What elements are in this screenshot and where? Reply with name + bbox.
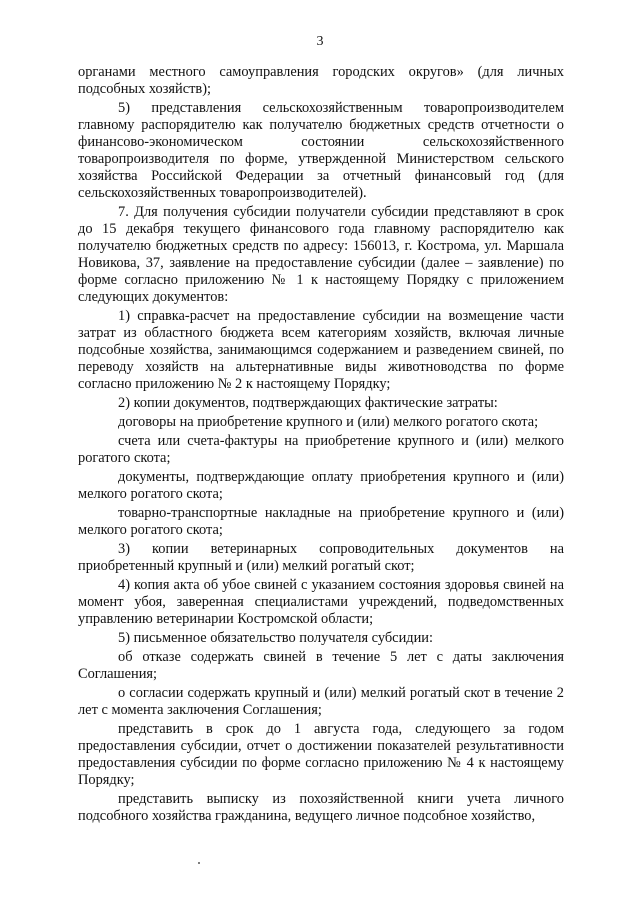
paragraph: документы, подтверждающие оплату приобретения крупного и (или) мелкого рогатого скота;: [78, 469, 564, 502]
paragraph: 2) копии документов, подтверждающих фактические затраты:: [118, 395, 498, 411]
document-body: [78, 64, 564, 827]
paragraph: 5) письменное обязательство получателя субсидии:: [118, 630, 433, 646]
paragraph: 7. Для получения субсидии получатели субсидии представляют в срок до 15 декабря текущего финансового года главному распорядителю как получателю бюджетных средств по адресу: 156013, г. Кострома, ул. Маршала Новикова, 37, заявление на предоставление субсидии (далее – заявление) по форме согласно приложению № 1 к настоящему Порядку с приложением следующих документов:: [78, 204, 564, 305]
paragraph: представить в срок до 1 августа года, следующего за годом предоставления субсидии, отчет о достижении показателей результативности предоставления субсидии по форме согласно приложению № 4 к настоящему Порядку;: [78, 721, 564, 788]
paragraph: 1) справка-расчет на предоставление субсидии на возмещение части затрат из областного бюджета всем категориям хозяйств, включая личные подсобные хозяйства, занимающимся содержанием и разведением свиней, по переводу хозяйств на альтернативные виды животноводства по форме согласно приложению № 2 к настоящему Порядку;: [78, 308, 564, 392]
paragraph: 4) копия акта об убое свиней с указанием состояния здоровья свиней на момент убоя, заверенная специалистами учреждений, подведомственных управлению ветеринарии Костромской области;: [78, 577, 564, 627]
paragraph: 3) копии ветеринарных сопроводительных документов на приобретенный крупный и (или) мелкий рогатый скот;: [78, 541, 564, 574]
paragraph: 5) представления сельскохозяйственным товаропроизводителем главному распорядителю как получателю бюджетных средств отчетности о финансово-экономическом состоянии сельскохозяйственного товаропроизводителя по форме, утвержденной Министерством сельского хозяйства Российской Федерации за отчетный финансовый год (для сельскохозяйственных товаропроизводителей).: [78, 100, 564, 201]
paragraph: об отказе содержать свиней в течение 5 лет с даты заключения Соглашения;: [78, 649, 564, 682]
paragraph: договоры на приобретение крупного и (или) мелкого рогатого скота;: [118, 414, 539, 430]
paragraph: представить выписку из похозяйственной книги учета личного подсобного хозяйства гражданина, ведущего личное подсобное хозяйство,: [78, 791, 564, 824]
scan-speck: [198, 862, 200, 864]
paragraph: товарно-транспортные накладные на приобретение крупного и (или) мелкого рогатого скота;: [78, 505, 564, 538]
page-number: 3: [316, 34, 324, 49]
paragraph: счета или счета-фактуры на приобретение крупного и (или) мелкого рогатого скота;: [78, 433, 564, 466]
paragraph: о согласии содержать крупный и (или) мелкий рогатый скот в течение 2 лет с момента заключения Соглашения;: [78, 685, 564, 718]
paragraph: органами местного самоуправления городских округов» (для личных подсобных хозяйств);: [78, 64, 564, 97]
